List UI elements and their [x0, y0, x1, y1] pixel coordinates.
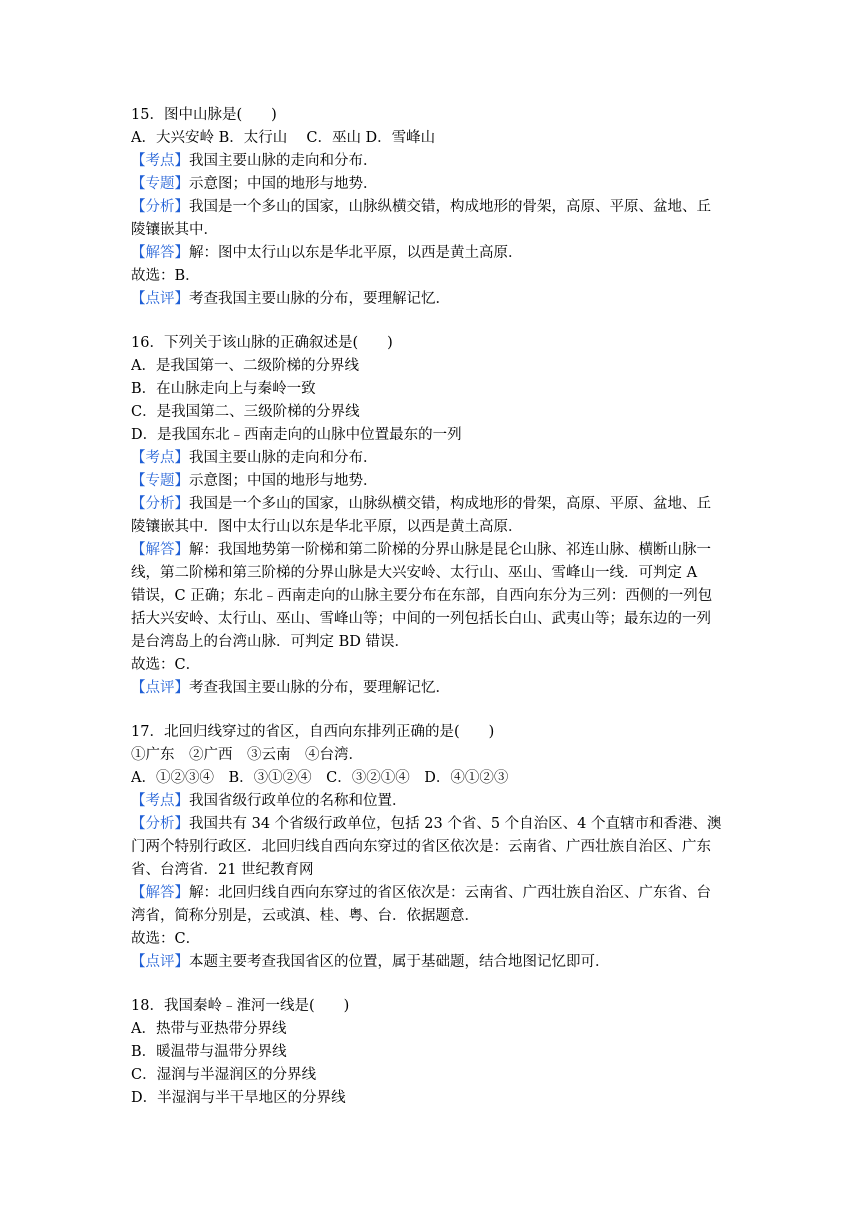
annotation-line: [131, 447, 740, 470]
text-line: [131, 585, 740, 608]
question-block: [131, 104, 740, 311]
line-text: 考查我国主要山脉的分布，要理解记忆．: [189, 291, 450, 307]
line-text: D．是我国东北﹣西南走向的山脉中位置最东的一列: [131, 427, 462, 443]
line-text: 我国是一个多山的国家，山脉纵横交错，构成地形的骨架，高原、平原、盆地、丘: [189, 199, 711, 215]
section-tag: 【考点】: [131, 153, 189, 169]
line-text: 考查我国主要山脉的分布，要理解记忆．: [189, 680, 450, 696]
line-text: 湾省，简称分别是，云或滇、桂、粤、台．依据题意．: [131, 908, 479, 924]
section-tag: 【分析】: [131, 496, 189, 512]
section-tag: 【考点】: [131, 793, 189, 809]
text-line: [131, 355, 740, 378]
line-text: A．大兴安岭 B．太行山 C．巫山 D．雪峰山: [131, 130, 436, 146]
line-text: 我国共有 34 个省级行政单位，包括 23 个省、5 个自治区、4 个直辖市和香港、澳: [189, 816, 722, 832]
line-text: 是台湾岛上的台湾山脉．可判定 BD 错误．: [131, 634, 409, 650]
line-text: 解：图中太行山以东是华北平原，以西是黄土高原．: [189, 245, 523, 261]
text-line: [131, 631, 740, 654]
section-tag: 【点评】: [131, 680, 189, 696]
line-text: B．在山脉走向上与秦岭一致: [131, 381, 316, 397]
line-text: 故选：C．: [131, 931, 201, 947]
annotation-line: [131, 470, 740, 493]
text-line: [131, 995, 740, 1018]
text-line: [131, 836, 740, 859]
section-tag: 【解答】: [131, 542, 189, 558]
section-tag: 【分析】: [131, 816, 189, 832]
line-text: 陵镶嵌其中．: [131, 222, 218, 238]
text-line: [131, 608, 740, 631]
section-tag: 【解答】: [131, 885, 189, 901]
line-text: A．①②③④ B．③①②④ C．③②①④ D．④①②③: [131, 770, 509, 786]
line-text: ①广东 ②广西 ③云南 ④台湾．: [131, 747, 363, 763]
text-line: [131, 378, 740, 401]
line-text: 18．我国秦岭﹣淮河一线是( ): [131, 998, 350, 1014]
section-tag: 【专题】: [131, 473, 189, 489]
line-text: 省、台湾省．21 世纪教育网: [131, 862, 314, 878]
line-text: 括大兴安岭、太行山、巫山、雪峰山等；中间的一列包括长白山、武夷山等；最东边的一列: [131, 611, 711, 627]
section-tag: 【考点】: [131, 450, 189, 466]
annotation-line: [131, 790, 740, 813]
text-line: [131, 721, 740, 744]
line-text: 我国主要山脉的走向和分布．: [189, 450, 378, 466]
annotation-line: [131, 196, 740, 219]
question-block: [131, 995, 740, 1110]
section-tag: 【专题】: [131, 176, 189, 192]
text-line: [131, 1018, 740, 1041]
line-text: D．半湿润与半干旱地区的分界线: [131, 1090, 346, 1106]
text-line: [131, 265, 740, 288]
text-line: [131, 654, 740, 677]
question-gap: [131, 700, 740, 721]
text-line: [131, 562, 740, 585]
line-text: 本题主要考查我国省区的位置，属于基础题，结合地图记忆即可．: [189, 954, 610, 970]
question-gap: [131, 311, 740, 332]
line-text: 解：我国地势第一阶梯和第二阶梯的分界山脉是昆仑山脉、祁连山脉、横断山脉一: [189, 542, 711, 558]
line-text: 故选：C．: [131, 657, 201, 673]
annotation-line: [131, 173, 740, 196]
text-line: [131, 744, 740, 767]
question-block: [131, 721, 740, 974]
line-text: 16．下列关于该山脉的正确叙述是( ): [131, 335, 393, 351]
annotation-line: [131, 813, 740, 836]
annotation-line: [131, 677, 740, 700]
line-text: C．是我国第二、三级阶梯的分界线: [131, 404, 360, 420]
question-block: [131, 332, 740, 700]
section-tag: 【点评】: [131, 954, 189, 970]
text-line: [131, 1064, 740, 1087]
line-text: 错误，C 正确；东北﹣西南走向的山脉主要分布在东部，自西向东分为三列：西侧的一列包: [131, 588, 713, 604]
line-text: 陵镶嵌其中．图中太行山以东是华北平原，以西是黄土高原．: [131, 519, 523, 535]
line-text: 17．北回归线穿过的省区，自西向东排列正确的是( ): [131, 724, 495, 740]
annotation-line: [131, 150, 740, 173]
text-line: [131, 219, 740, 242]
annotation-line: [131, 242, 740, 265]
text-line: [131, 516, 740, 539]
line-text: 我国是一个多山的国家，山脉纵横交错，构成地形的骨架，高原、平原、盆地、丘: [189, 496, 711, 512]
section-tag: 【分析】: [131, 199, 189, 215]
text-line: [131, 1041, 740, 1064]
line-text: 门两个特别行政区．北回归线自西向东穿过的省区依次是：云南省、广西壮族自治区、广东: [131, 839, 711, 855]
line-text: A．是我国第一、二级阶梯的分界线: [131, 358, 359, 374]
text-line: [131, 127, 740, 150]
line-text: 解：北回归线自西向东穿过的省区依次是：云南省、广西壮族自治区、广东省、台: [189, 885, 711, 901]
annotation-line: [131, 493, 740, 516]
annotation-line: [131, 951, 740, 974]
annotation-line: [131, 882, 740, 905]
text-line: [131, 905, 740, 928]
line-text: 故选：B．: [131, 268, 200, 284]
line-text: 示意图；中国的地形与地势．: [189, 176, 378, 192]
line-text: 我国主要山脉的走向和分布．: [189, 153, 378, 169]
text-line: [131, 104, 740, 127]
annotation-line: [131, 288, 740, 311]
line-text: 示意图；中国的地形与地势．: [189, 473, 378, 489]
annotation-line: [131, 539, 740, 562]
section-tag: 【解答】: [131, 245, 189, 261]
line-text: A．热带与亚热带分界线: [131, 1021, 287, 1037]
line-text: B．暖温带与温带分界线: [131, 1044, 287, 1060]
line-text: 我国省级行政单位的名称和位置．: [189, 793, 407, 809]
text-line: [131, 1087, 740, 1110]
text-line: [131, 928, 740, 951]
section-tag: 【点评】: [131, 291, 189, 307]
line-text: C．湿润与半湿润区的分界线: [131, 1067, 317, 1083]
text-line: [131, 332, 740, 355]
text-line: [131, 767, 740, 790]
question-gap: [131, 974, 740, 995]
text-line: [131, 424, 740, 447]
line-text: 15．图中山脉是( ): [131, 107, 277, 123]
line-text: 线，第二阶梯和第三阶梯的分界山脉是大兴安岭、太行山、巫山、雪峰山一线．可判定 A: [131, 565, 698, 581]
text-line: [131, 401, 740, 424]
text-line: [131, 859, 740, 882]
